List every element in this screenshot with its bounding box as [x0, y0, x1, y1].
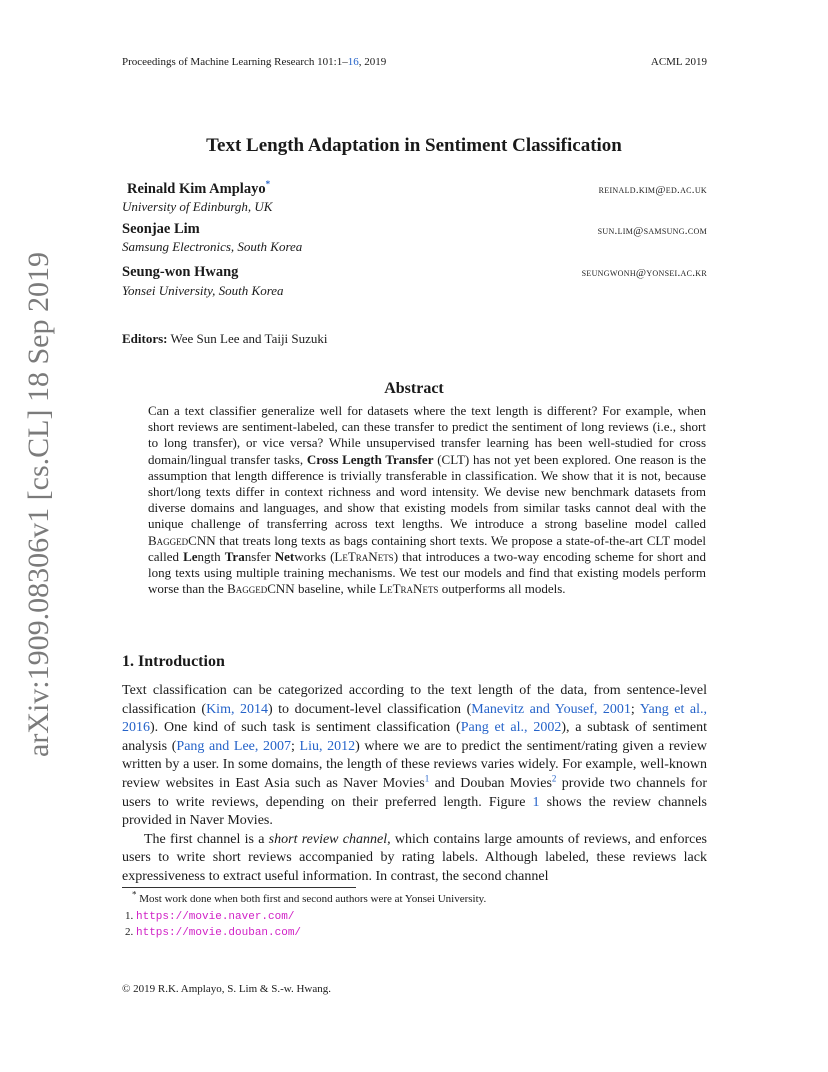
editors-line: Editors: Wee Sun Lee and Taiji Suzuki: [122, 331, 328, 346]
author-footnote-mark[interactable]: *: [265, 179, 271, 190]
footnote-ref[interactable]: 1: [424, 773, 430, 784]
paper-title: Text Length Adaptation in Sentiment Classification: [206, 135, 622, 156]
citation-link[interactable]: Liu, 2012: [299, 738, 356, 754]
footnote-ref[interactable]: 2: [551, 773, 557, 784]
author-email: reinald.kim@ed.ac.uk: [598, 184, 707, 196]
citation-link[interactable]: Manevitz and Yousef, 2001: [471, 701, 631, 717]
author-affiliation: University of Edinburgh, UK: [122, 199, 273, 214]
author-email: sun.lim@samsung.com: [597, 225, 707, 237]
abstract-heading: Abstract: [384, 380, 444, 397]
url-link[interactable]: https://movie.douban.com/: [136, 927, 302, 939]
author-email: seungwonh@yonsei.ac.kr: [581, 267, 707, 279]
footnote-1: 1. https://movie.naver.com/: [125, 910, 295, 923]
page-range-link[interactable]: 16: [347, 56, 359, 68]
url-link[interactable]: https://movie.naver.com/: [136, 911, 295, 923]
author-name: Seung-won Hwang: [122, 264, 239, 280]
paragraph: Text classification can be categorized according to the text length of the data, from sentence-level classification (Kim, 2014) to document-level classification (Manevitz and Yousef, 2001; Yang et al., 2016). One kind of such task is sentiment classification (Pang et al., 2002), a subtask of sentiment analysis (Pang and Lee, 2007; Liu, 2012) where we are to predict the sentiment/rating given a review written by a user. In some domains, the length of these reviews varies widely. For example, well-known review websites in East Asia such as Naver Movies$^1$ and Douban Movies$^2$ provide two channels for users to write reviews, depending on their preferred length. Figure 1 shows the review channels provided in Naver Movies.: [122, 683, 708, 829]
footnote-rule: [122, 887, 356, 888]
abstract-text: Can a text classifier generalize well for datasets where the text length is different? For example, when short reviews are sentiment-labeled, can these transfer to predict the sentiment of long reviews (i.e., short to long transfer), or vice versa? While unsupervised transfer learning has been well-studied for cross domain/lingual transfer tasks, Cross Length Transfer (CLT) has not yet been explored. One reason is the assumption that length difference is trivially transferable in classification. We show that it is not, because short/long texts differ in context richness and word intensity. We devise new benchmark datasets from diverse domains and languages, and show that existing models from similar tasks cannot deal with the unique challenge of transferring across text lengths. We introduce a strong baseline model called BaggedCNN that treats long texts as bags containing short texts. We propose a state-of-the-art CLT model called Length Transfer Networks (LeTraNets) that introduces a two-way encoding scheme for short and long texts using multiple training mechanisms. We test our models and find that existing models perform worse than the BaggedCNN baseline, while LeTraNets outperforms all models.: [148, 403, 706, 597]
paragraph: The first channel is a short review channel, which contains large amounts of reviews, and enforces users to write short reviews accompanied by rating labels. Although labeled, these reviews lack expressiveness to extract useful information. In contrast, the second channel: [122, 831, 707, 884]
figure-ref-link[interactable]: 1: [532, 794, 540, 810]
author-name: Reinald Kim Amplayo*: [127, 179, 271, 197]
running-header-right: ACML 2019: [650, 56, 707, 68]
footnote-star: * Most work done when both first and second authors were at Yonsei University.: [132, 889, 487, 905]
arxiv-sidebar-id: arXiv:1909.08306v1 [cs.CL] 18 Sep 2019: [22, 252, 55, 757]
author-affiliation: Samsung Electronics, South Korea: [122, 239, 303, 254]
citation-link[interactable]: Kim, 2014: [206, 701, 268, 717]
section-heading-introduction: 1. Introduction: [122, 653, 225, 670]
running-header-left: Proceedings of Machine Learning Research 101:1–16, 2019: [122, 56, 387, 68]
author-name: Seonjae Lim: [122, 221, 200, 237]
citation-link[interactable]: Pang and Lee, 2007: [176, 738, 292, 754]
footnote-2: 2. https://movie.douban.com/: [125, 926, 302, 939]
citation-link[interactable]: Yang et al., 2016: [122, 701, 708, 736]
intro-paragraph: [122, 682, 707, 887]
author-affiliation: Yonsei University, South Korea: [122, 283, 284, 298]
citation-link[interactable]: Pang et al., 2002: [460, 720, 562, 736]
copyright-line: © 2019 R.K. Amplayo, S. Lim & S.-w. Hwang.: [122, 983, 332, 995]
